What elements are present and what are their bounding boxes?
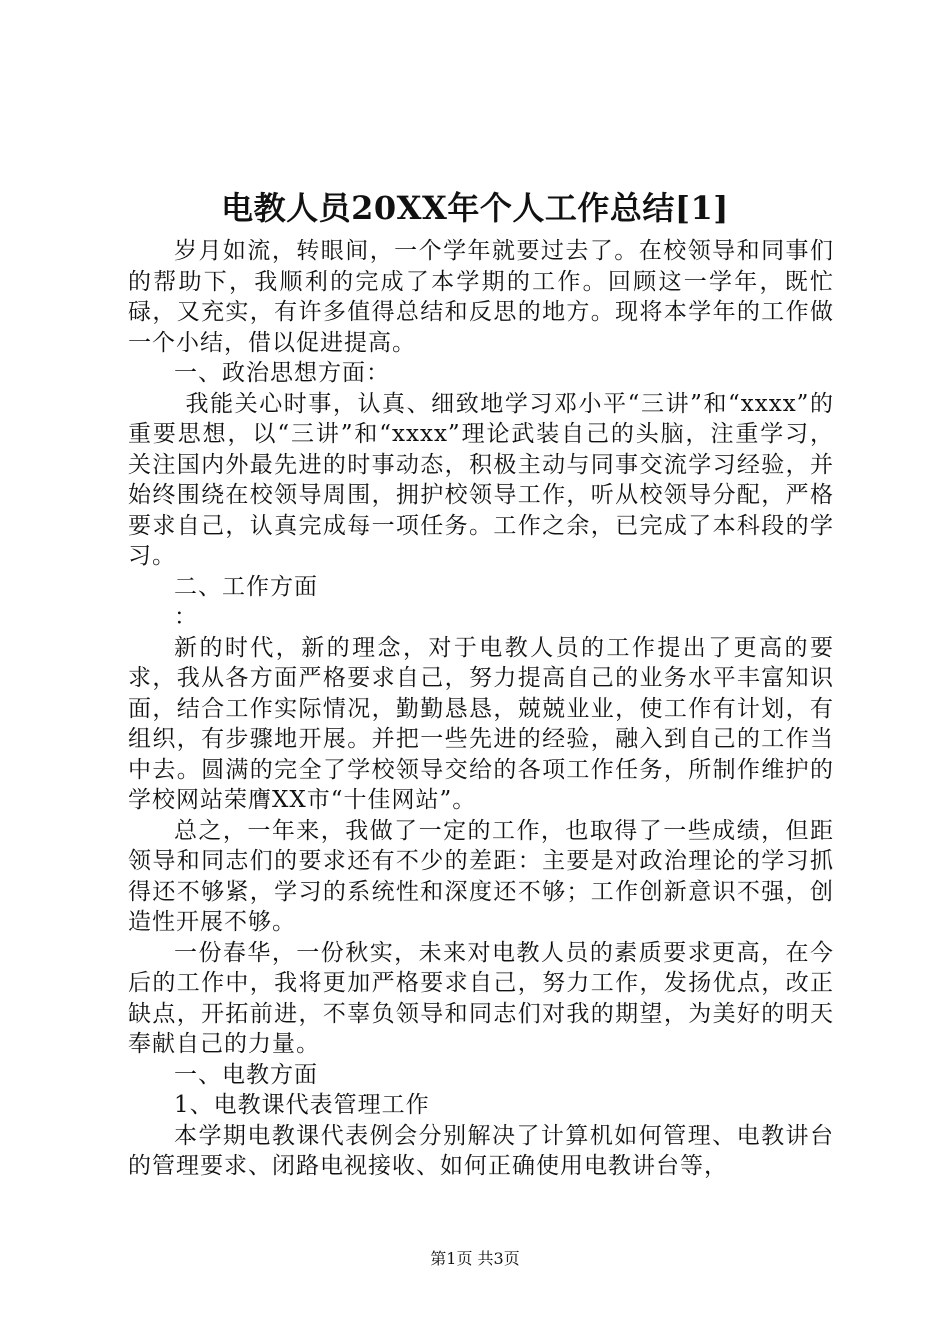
paragraph-outlook: 一份春华，一份秋实，未来对电教人员的素质要求更高，在今后的工作中，我将更加严格要求自己，努力工作，发扬优点，改正缺点，开拓前进，不辜负领导和同志们对我的期望，为美好的明天奉献自己的力量。 (128, 939, 834, 1057)
subsection-heading-reps: 1、电教课代表管理工作 (174, 1092, 430, 1118)
paragraph-work: 新的时代，新的理念，对于电教人员的工作提出了更高的要求，我从各方面严格要求自己，努力提高自己的业务水平丰富知识面，结合工作实际情况，勤勤恳恳，兢兢业业，使工作有计划，有组织，有步骤地开展。并把一些先进的经验，融入到自己的工作当中去。圆满的完全了学校领导交给的各项工作任务，所制作维护的学校网站荣膺XX市“十佳网站”。 (128, 634, 834, 813)
section-heading-colon: ： (174, 604, 198, 630)
section-heading-work: 二、工作方面 (174, 573, 318, 600)
paragraph-reps: 本学期电教课代表例会分别解决了计算机如何管理、电教讲台的管理要求、闭路电视接收、如何正确使用电教讲台等， (128, 1122, 834, 1179)
section-heading-politics: 一、政治思想方面： (174, 360, 390, 386)
paragraph-summary: 总之，一年来，我做了一定的工作，也取得了一些成绩，但距领导和同志们的要求还有不少的差距：主要是对政治理论的学习抓得还不够紧，学习的系统性和深度还不够；工作创新意识不强，创造性开展不够。 (128, 817, 834, 935)
document-body (128, 236, 834, 1182)
page-footer: 第1页 共3页 (430, 1249, 520, 1268)
paragraph-intro: 岁月如流，转眼间，一个学年就要过去了。在校领导和同事们的帮助下，我顺利的完成了本学期的工作。回顾这一学年，既忙碌，又充实，有许多值得总结和反思的地方。现将本学年的工作做一个小结，借以促进提高。 (128, 238, 834, 356)
paragraph-politics: 我能关心时事，认真、细致地学习邓小平“三讲”和“xxxx”的重要思想，以“三讲”和“xxxx”理论武装自己的头脑，注重学习，关注国内外最先进的时事动态，积极主动与同事交流学习经验，并始终围绕在校领导周围，拥护校领导工作，听从校领导分配，严格要求自己，认真完成每一项任务。工作之余，已完成了本科段的学习。 (128, 390, 834, 569)
section-heading-av: 一、电教方面 (174, 1061, 318, 1088)
document-title: 电教人员20XX年个人工作总结[1] (221, 189, 729, 227)
